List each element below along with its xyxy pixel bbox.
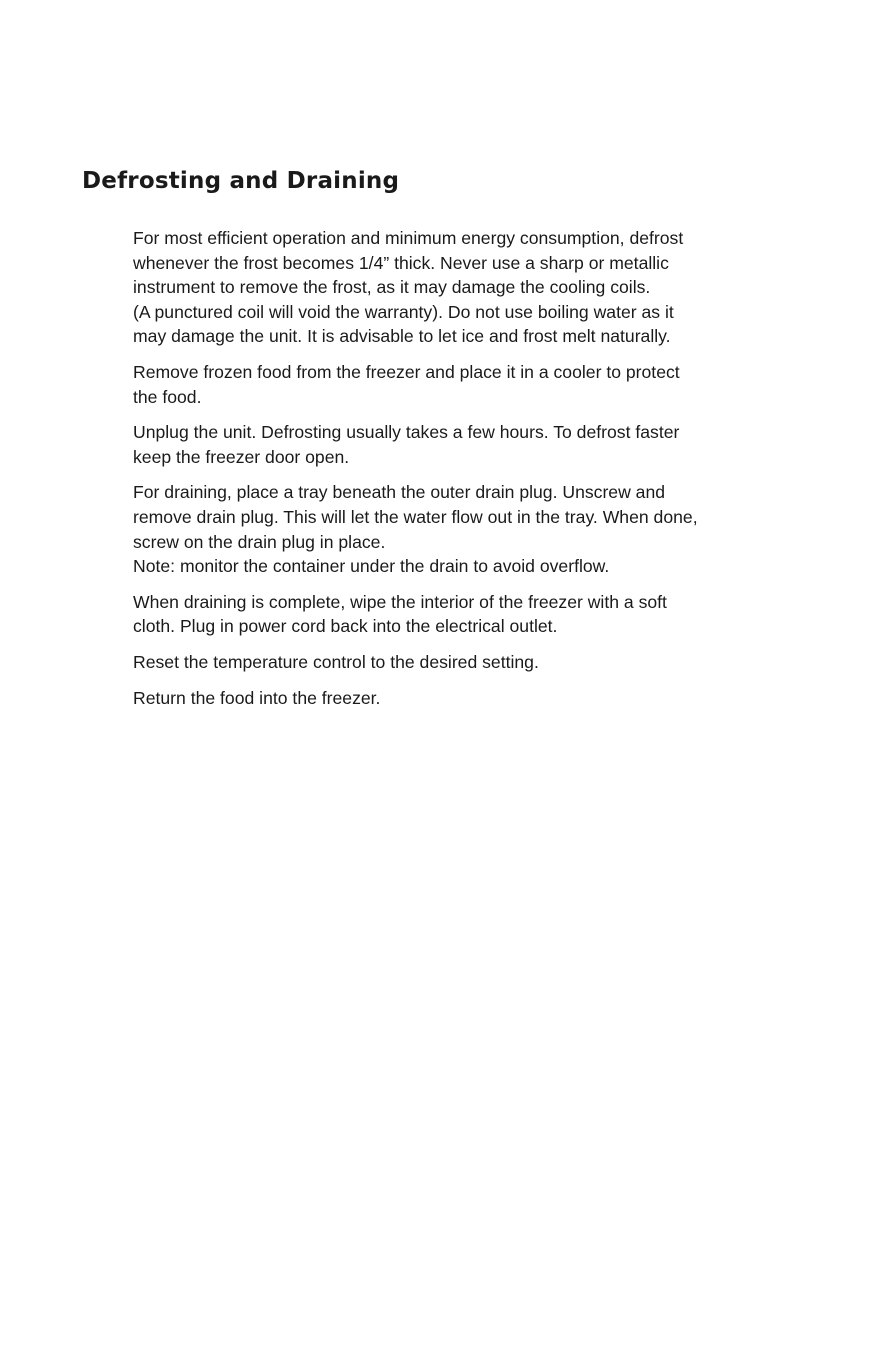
paragraph-wipe-interior [133,590,793,639]
section-body [133,226,793,721]
paragraph-line: Return the food into the freezer. [133,687,381,708]
paragraph-line: instrument to remove the frost, as it may damage the cooling coils. [133,277,651,298]
paragraph-return-food [133,686,793,711]
paragraph-line: may damage the unit. It is advisable to let ice and frost melt naturally. [133,326,671,347]
paragraph-line: keep the freezer door open. [133,446,350,467]
paragraph-remove-food [133,360,793,409]
paragraph-note: Note: monitor the container under the drain to avoid overflow. [133,556,610,577]
paragraph-line: For most efficient operation and minimum energy consumption, defrost [133,228,684,248]
paragraph-line: whenever the frost becomes 1/4” thick. Never use a sharp or metallic [133,252,669,273]
paragraph-defrost-intro [133,226,793,349]
paragraph-line: cloth. Plug in power cord back into the electrical outlet. [133,616,558,637]
paragraph-line: the food. [133,386,202,407]
paragraph-line: (A punctured coil will void the warranty). Do not use boiling water as it [133,301,674,322]
section-title: Defrosting and Draining [82,168,400,194]
paragraph-reset-temperature [133,650,793,675]
paragraph-line: screw on the drain plug in place. [133,531,386,552]
paragraph-line: Remove frozen food from the freezer and place it in a cooler to protect [133,361,680,382]
paragraph-line: Reset the temperature control to the desired setting. [133,651,539,672]
paragraph-line: For draining, place a tray beneath the outer drain plug. Unscrew and [133,482,666,503]
paragraph-line: When draining is complete, wipe the interior of the freezer with a soft [133,591,667,612]
paragraph-line: Unplug the unit. Defrosting usually takes a few hours. To defrost faster [133,422,680,443]
paragraph-draining [133,480,793,578]
paragraph-unplug [133,420,793,469]
paragraph-line: remove drain plug. This will let the water flow out in the tray. When done, [133,506,698,527]
